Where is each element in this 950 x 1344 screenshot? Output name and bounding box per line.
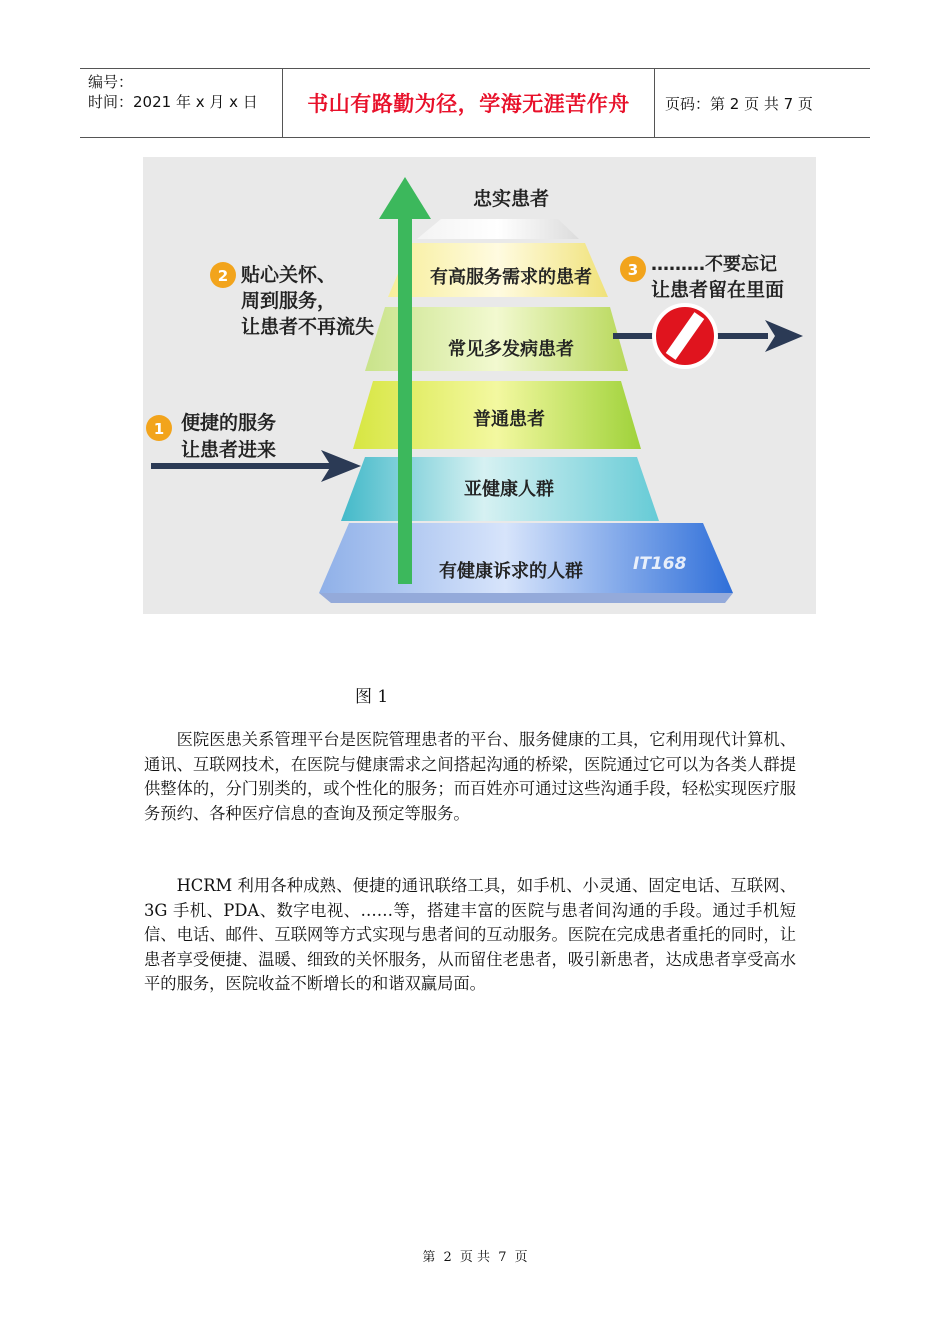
step-1-line1: 便捷的服务 [181,412,277,434]
step-2-line2: 周到服务， [241,290,337,312]
step-2-line1: 贴心关怀、 [241,264,337,286]
body-paragraph-2: HCRM 利用各种成熟、便捷的通讯联络工具，如手机、小灵通、固定电话、互联网、3G 手机、PDA、数字电视、……等，搭建丰富的医院与患者间沟通的手段。通过手机短信、电话、邮件、互联网等方式实现与患者间的互动服务。医院在完成患者重托的同时，让患者享受便捷、温暖、细致的关怀服务，从而留住老患者，吸引新患者，达成患者享受高水平的服务，医院收益不断增长的和谐双赢局面。 [144,876,796,993]
footer-suffix: 页 [514,1250,528,1265]
document-date-label: 时间：2021 年 x 月 x 日 [88,93,258,111]
document-number-label: 编号： [88,73,134,91]
step-3-line1: ………不要忘记 [651,254,777,275]
footer-total-pages: 7 [498,1250,507,1265]
footer-prefix: 第 [422,1250,436,1265]
header-meta [80,69,282,137]
header-page-label: 页码：第 2 页 共 7 页 [665,94,813,113]
patient-pyramid-figure [143,157,816,614]
step-1-line2: 让患者进来 [181,439,277,461]
step-3-number: 3 [627,261,639,279]
tier-6-base [319,593,733,603]
figure-watermark: IT168 [633,554,687,574]
tier-label-common: 常见多发病患者 [448,339,574,360]
header-page-cell [655,69,870,137]
tier-top-shape [417,219,579,239]
header-motto: 书山有路勤为径，学海无涯苦作舟 [307,92,630,116]
footer-mid: 页 共 [459,1250,491,1265]
tier-label-subhealth: 亚健康人群 [464,479,554,500]
tier-label-ordinary: 普通患者 [473,409,545,430]
step-3-line2: 让患者留在里面 [651,279,785,301]
figure-caption: 图 1 [355,687,389,707]
no-entry-icon [654,305,716,367]
header-motto-cell [282,69,655,137]
page-header [80,68,870,138]
tier-label-health-seekers: 有健康诉求的人群 [439,561,583,582]
body-paragraph-1: 医院医患关系管理平台是医院管理患者的平台、服务健康的工具，它利用现代计算机、通讯、互联网技术，在医院与健康需求之间搭起沟通的桥梁，医院通过它可以为各类人群提供整体的，分门别类的，或个性化的服务；而百姓亦可通过这些沟通手段，轻松实现医疗服务预约、各种医疗信息的查询及预定等服务。 [144,730,796,823]
step-1-arrow-shaft [151,463,331,469]
footer-page-number: 2 [443,1250,452,1265]
step-2-line3: 让患者不再流失 [241,316,375,338]
page-footer [0,1246,950,1265]
step-2-number: 2 [217,267,229,285]
tier-label-high-demand: 有高服务需求的患者 [430,267,592,288]
tier-label-loyal: 忠实患者 [472,188,550,210]
step-1-number: 1 [153,420,165,438]
